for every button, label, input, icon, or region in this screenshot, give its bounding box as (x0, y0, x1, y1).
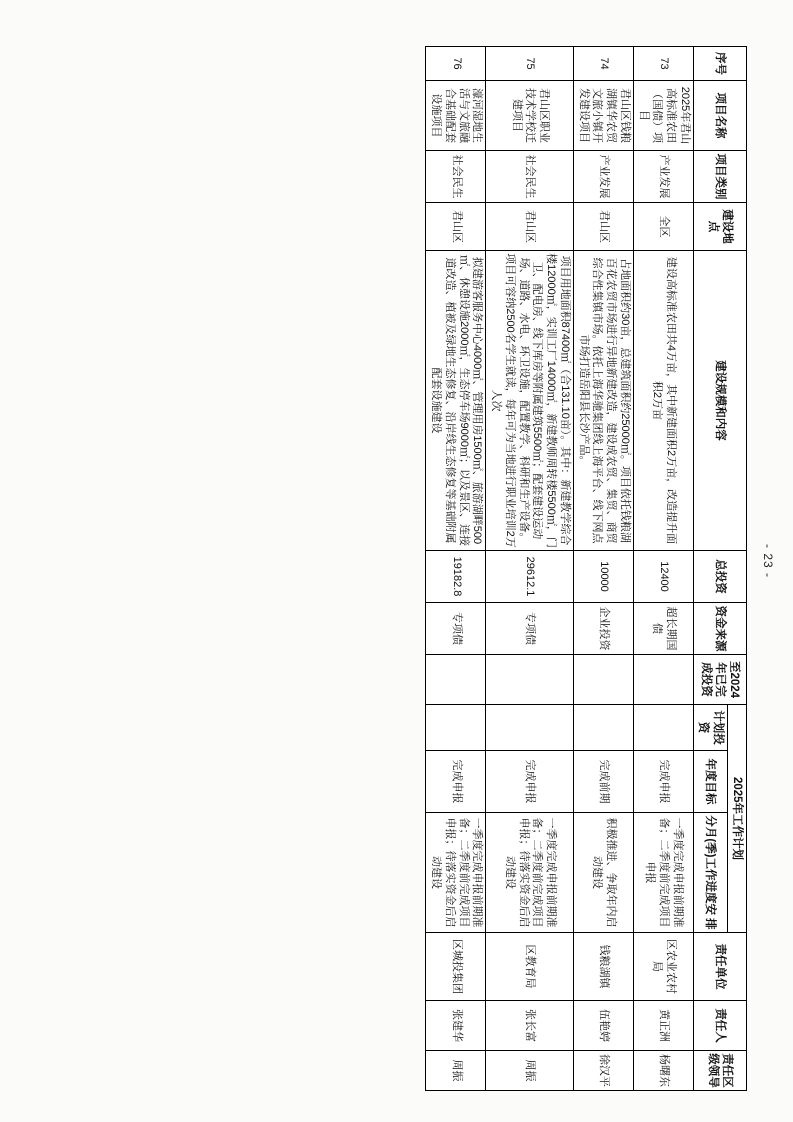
cell-plan-investment (485, 705, 573, 751)
cell-responsible-unit: 区农业农村局 (633, 933, 693, 1001)
cell-project-category: 社会民生 (485, 151, 573, 203)
cell-responsible-person: 张建华 (425, 1001, 485, 1051)
col-plan-investment: 计划投资 (693, 705, 727, 751)
cell-month-arrangement: 积极推进、争取年内启动建设 (573, 813, 633, 933)
table-row (425, 47, 485, 1091)
cell-project-name: 君山区职业技术学校迁建项目 (485, 81, 573, 151)
cell-district-leader: 杨曙东 (633, 1051, 693, 1091)
cell-total-investment: 12400 (633, 551, 693, 603)
table-row (485, 47, 573, 1091)
cell-plan-investment (573, 705, 633, 751)
cell-district-leader: 徐汉平 (573, 1051, 633, 1091)
cell-responsible-unit: 区城投集团 (425, 933, 485, 1001)
cell-scale-content: 建设高标准农田共4万亩，其中新建面积2万亩，改造提升面积2万亩 (633, 251, 693, 551)
cell-project-name: 濠河湿地生活与文旅融合基础配套设施项目 (425, 81, 485, 151)
col-seq: 序号 (693, 47, 746, 81)
cell-build-place: 君山区 (485, 203, 573, 251)
cell-responsible-person: 张长富 (485, 1001, 573, 1051)
cell-year-target: 完成申报 (425, 751, 485, 813)
cell-done-by-2024 (425, 655, 485, 705)
cell-year-target: 完成申报 (485, 751, 573, 813)
cell-responsible-unit: 钱粮湖镇 (573, 933, 633, 1001)
cell-project-category: 产业发展 (633, 151, 693, 203)
cell-project-name: 君山区钱粮湖镇华农贸文旅小镇开发建设项目 (573, 81, 633, 151)
col-district-leader: 责任区级领导 (693, 1051, 746, 1091)
col-group-2025-plan: 2025年工作计划 (727, 705, 746, 933)
cell-fund-source: 超长期国债 (633, 603, 693, 655)
col-month-arrangement: 分月(季)工作进度安 排 (693, 813, 727, 933)
cell-month-arrangement: 一季度完成申报前期准备；二季度前完成项目申报；待落实资金后启动建设 (485, 813, 573, 933)
cell-fund-source: 专项债 (425, 603, 485, 655)
cell-seq: 74 (573, 47, 633, 81)
project-plan-table (425, 46, 747, 1091)
cell-build-place: 全区 (633, 203, 693, 251)
cell-done-by-2024 (485, 655, 573, 705)
cell-month-arrangement: 一季度完成申报前期准备；二季度前完成项目申报 (633, 813, 693, 933)
cell-seq: 76 (425, 47, 485, 81)
cell-done-by-2024 (573, 655, 633, 705)
cell-project-category: 社会民生 (425, 151, 485, 203)
cell-responsible-unit: 区教育局 (485, 933, 573, 1001)
cell-fund-source: 企业投资 (573, 603, 633, 655)
cell-seq: 75 (485, 47, 573, 81)
cell-district-leader: 周振 (485, 1051, 573, 1091)
cell-month-arrangement: 一季度完成申报前期准备；二季度前完成项目申报；待落实资金后启动建设 (425, 813, 485, 933)
cell-build-place: 君山区 (573, 203, 633, 251)
page-number: - 23 - (760, 543, 775, 579)
cell-scale-content: 项目用地面积87400㎡（合131.10亩）。其中：新建教学综合楼12000㎡，实训工厂14000㎡，新建教师周转楼5500㎡，门卫、配电房、线下库房等附属建筑5500㎡；配套建设运动场、道路、水电、环卫设施，配置教学、科研和生产设备。项目可容纳2500名学生就读，每年可为当地进行职业培训2万人次 (485, 251, 573, 551)
col-total-investment: 总投资 (693, 551, 746, 603)
cell-fund-source: 专项债 (485, 603, 573, 655)
col-responsible-person: 责任人 (693, 1001, 746, 1051)
cell-seq: 73 (633, 47, 693, 81)
cell-build-place: 君山区 (425, 203, 485, 251)
cell-year-target: 完成前期 (573, 751, 633, 813)
cell-responsible-person: 黄正洲 (633, 1001, 693, 1051)
cell-total-investment: 29612.1 (485, 551, 573, 603)
col-responsible-unit: 责任单位 (693, 933, 746, 1001)
col-year-target: 年度目标 (693, 751, 727, 813)
cell-scale-content: 拟建游客服务中心4000㎡、管理用房1500㎡、旅游湖畔500㎡、休憩设施2000㎡，生态停车场9000㎡；以及景区、连接道改造、植被及绿地生态修复、沿岸线生态修复等基础附属配套设施建设 (425, 251, 485, 551)
cell-total-investment: 19182.8 (425, 551, 485, 603)
cell-total-investment: 10000 (573, 551, 633, 603)
cell-district-leader: 周振 (425, 1051, 485, 1091)
table-header-row-1 (727, 47, 746, 1091)
rotated-table-stage (47, 46, 747, 1088)
col-build-place: 建设地点 (693, 203, 746, 251)
cell-year-target: 完成申报 (633, 751, 693, 813)
col-project-category: 项目类别 (693, 151, 746, 203)
table-row (573, 47, 633, 1091)
col-project-name: 项目名称 (693, 81, 746, 151)
cell-responsible-person: 伍艳婷 (573, 1001, 633, 1051)
cell-project-category: 产业发展 (573, 151, 633, 203)
cell-scale-content: 占地面积约30亩，总建筑面积约25000㎡。项目依托钱粮湖百花农贸市场进行异地新建改造，建设成农贸、集贸、商贸综合性集镇市场。依托上海华驰集团线上海平台、线下网点市场打造岳阳县长沙产品。 (573, 251, 633, 551)
cell-plan-investment (633, 705, 693, 751)
col-fund-source: 资金来源 (693, 603, 746, 655)
col-done-by-2024: 至2024年已完成投资 (693, 655, 746, 705)
col-scale-content: 建设规模和内容 (693, 251, 746, 551)
cell-plan-investment (425, 705, 485, 751)
cell-done-by-2024 (633, 655, 693, 705)
cell-project-name: 2025年君山高标准农田（国债）项目 (633, 81, 693, 151)
table-row (633, 47, 693, 1091)
